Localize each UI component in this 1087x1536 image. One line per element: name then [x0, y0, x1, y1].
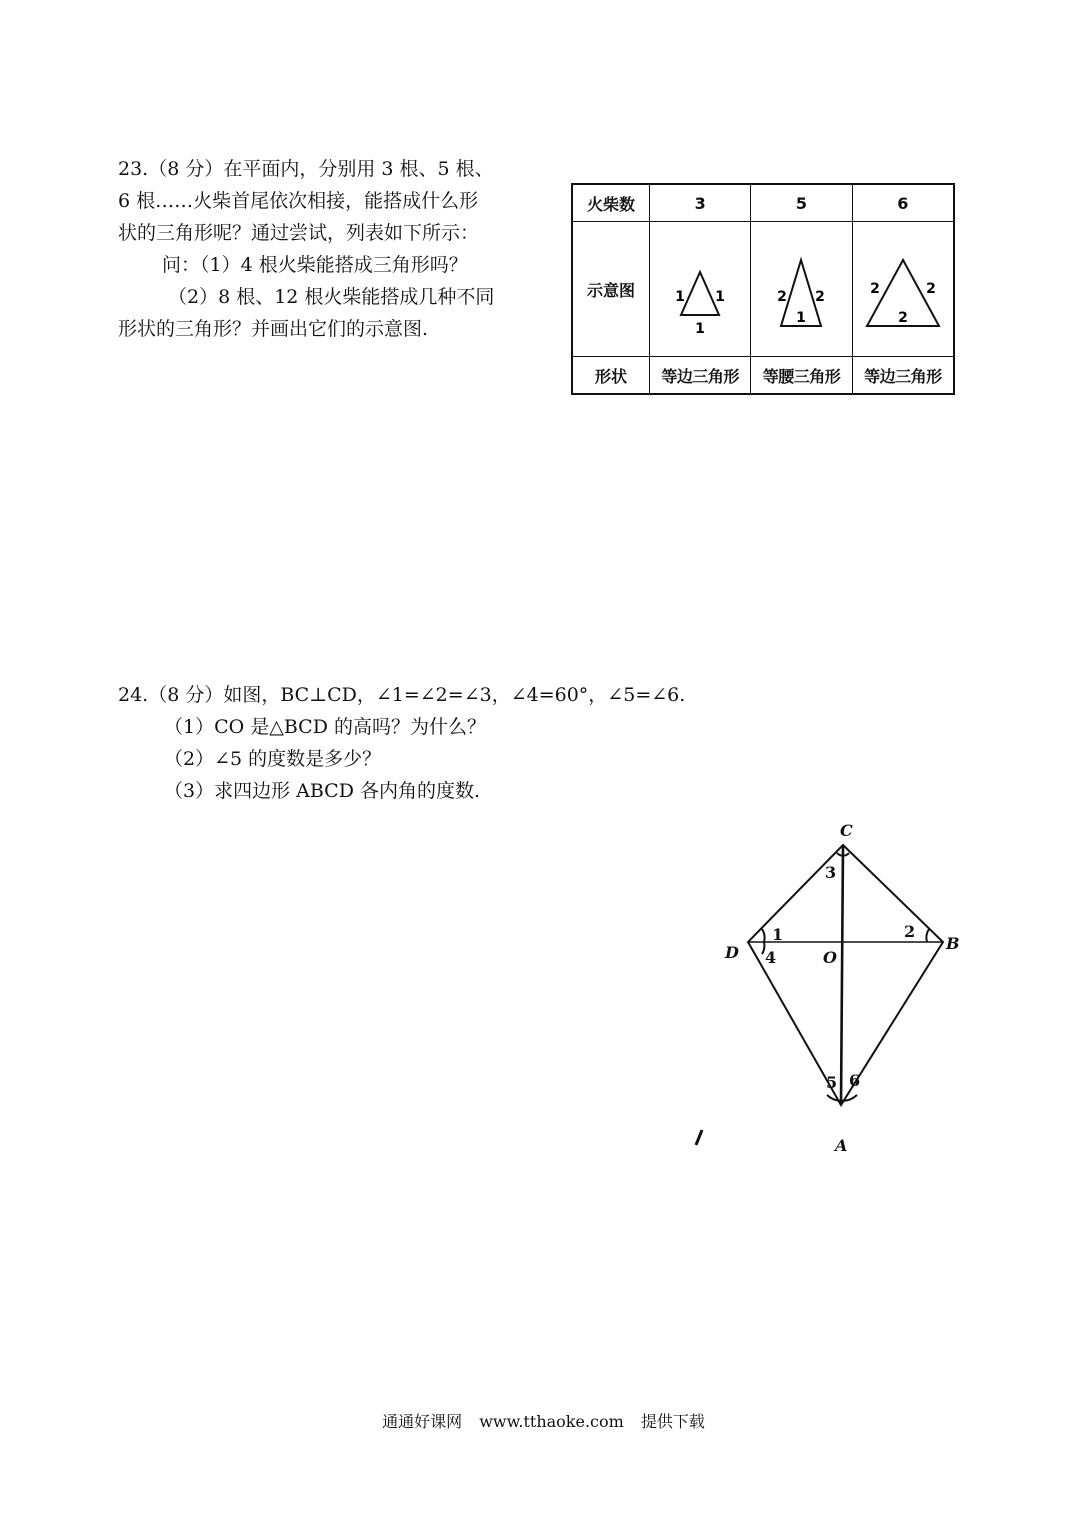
shape-name-1: 等边三角形 [650, 357, 751, 395]
page-footer [0, 1409, 1087, 1432]
point-label-D: D [725, 943, 739, 962]
angle-label-4: 4 [765, 948, 777, 967]
q23-line-3: 状的三角形呢？通过尝试，列表如下所示： [118, 222, 480, 244]
q23-sub-2: （2）8 根、12 根火柴能搭成几种不同 [168, 286, 495, 308]
q24-sub-1: （1）CO 是△BCD 的高吗？为什么？ [164, 716, 486, 738]
q23-line-2: 6 根……火柴首尾依次相接，能搭成什么形 [118, 190, 479, 212]
footer-note: 提供下载 [640, 1412, 705, 1431]
side-label-left: 2 [869, 281, 880, 297]
match-count-1: 3 [650, 184, 751, 222]
side-label-right: 2 [925, 281, 936, 297]
row-header-diagram: 示意图 [572, 222, 650, 357]
q24-sub-3: （3）求四边形 ABCD 各内角的度数. [164, 780, 481, 802]
angle-label-2: 2 [904, 922, 916, 941]
diagram-cell-2 [751, 222, 852, 357]
pen-mark [693, 1128, 705, 1148]
point-label-A: A [835, 1136, 848, 1155]
side-label-right: 2 [815, 289, 826, 305]
diagram-cell-1 [650, 222, 751, 357]
point-label-O: O [823, 948, 837, 967]
q23-line-6: 形状的三角形？并画出它们的示意图. [118, 318, 429, 340]
angle-label-6: 6 [849, 1071, 861, 1090]
question-23 [118, 153, 538, 345]
match-count-3: 6 [852, 184, 954, 222]
match-count-2: 5 [751, 184, 852, 222]
side-label-left: 2 [777, 289, 788, 305]
q23-sub-1: 问：（1）4 根火柴能搭成三角形吗？ [162, 254, 468, 276]
angle-label-5: 5 [826, 1073, 838, 1092]
point-label-B: B [946, 934, 960, 953]
angle-label-1: 1 [772, 925, 784, 944]
side-label-bottom: 2 [897, 310, 908, 326]
row-header-count: 火柴数 [572, 184, 650, 222]
side-label-bottom: 1 [796, 310, 807, 326]
triangle-diagram-1 [650, 239, 750, 339]
side-label-right: 1 [715, 289, 726, 305]
kite-figure [715, 818, 975, 1158]
footer-url[interactable]: www.tthaoke.com [479, 1412, 624, 1431]
row-header-shape: 形状 [572, 357, 650, 395]
matches-table [571, 183, 955, 395]
question-24 [118, 679, 818, 807]
triangle-diagram-3 [853, 239, 953, 339]
angle-label-3: 3 [825, 863, 837, 882]
shape-name-3: 等边三角形 [852, 357, 954, 395]
side-label-left: 1 [675, 289, 686, 305]
diagram-cell-3 [852, 222, 954, 357]
triangle-diagram-2 [751, 239, 851, 339]
q23-line-1: 23.（8 分）在平面内，分别用 3 根、5 根、 [118, 158, 494, 180]
q24-line-1: 24.（8 分）如图，BC⊥CD，∠1=∠2=∠3，∠4=60°，∠5=∠6. [118, 684, 686, 706]
point-label-C: C [840, 821, 853, 840]
shape-name-2: 等腰三角形 [751, 357, 852, 395]
side-label-bottom: 1 [695, 321, 706, 337]
footer-site-name: 通通好课网 [382, 1412, 463, 1431]
q24-sub-2: （2）∠5 的度数是多少？ [164, 748, 382, 770]
